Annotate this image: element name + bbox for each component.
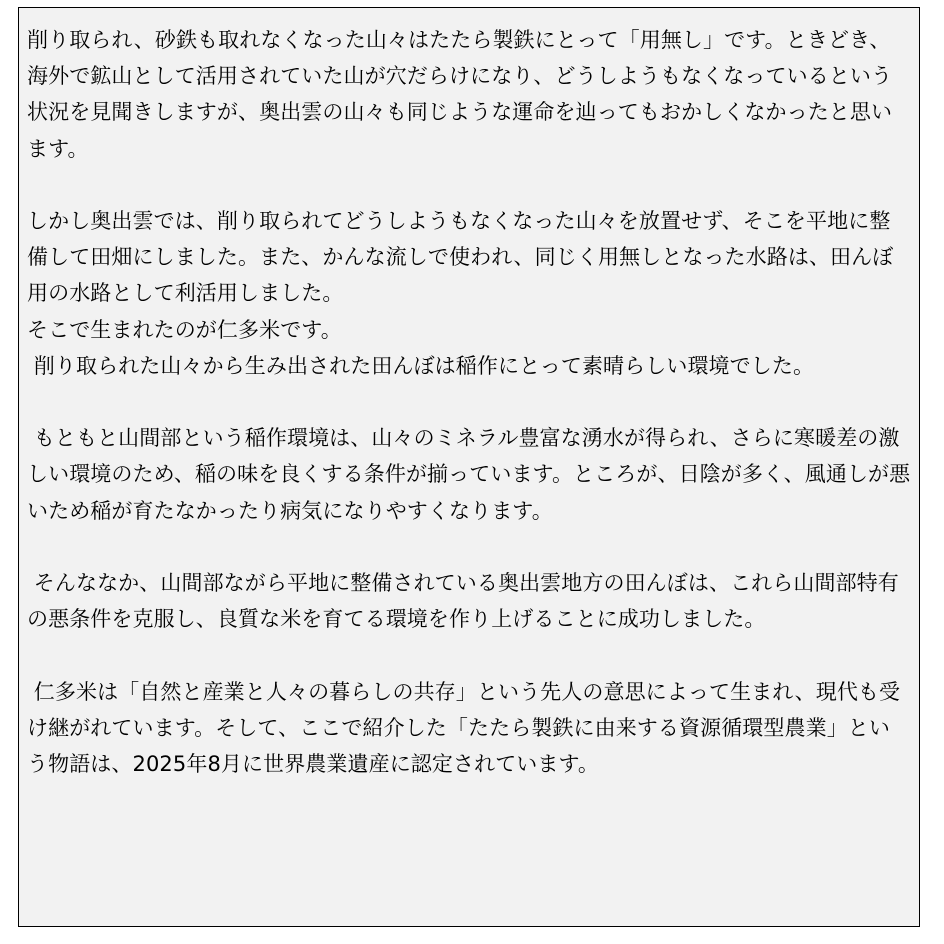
body-text: 削り取られ、砂鉄も取れなくなった山々はたたら製鉄にとって「用無し」です。ときどき、海外で鉱山として活用されていた山が穴だらけになり、どうしようもなくなっているという状況を見聞きしますが、奥出雲の山々も同じような運命を辿ってもおかしくなかったと思います。 しかし奥出雲では、削り取られてどうしようもなくなった山々を放置せず、そこを平地に整備して田畑にしました。また、かんな流しで使われ、同じく用無しとなった水路は、田んぼ用の水路として利活用しました。 そこで生まれたのが仁多米です。 削り取られた山々から生み出された田んぼは稲作にとって素晴らしい環境でした。 もともと山間部という稲作環境は、山々のミネラル豊富な湧水が得られ、さらに寒暖差の激しい環境のため、稲の味を良くする条件が揃っています。ところが、日陰が多く、風通しが悪いため稲が育たなかったり病気になりやすくなります。 そんななか、山間部ながら平地に整備されている奥出雲地方の田んぼは、これら山間部特有の悪条件を克服し、良質な米を育てる環境を作り上げることに成功しました。 仁多米は「自然と産業と人々の暮らしの共存」という先人の意思によって生まれ、現代も受け継がれています。そして、ここで紹介した「たたら製鉄に由来する資源循環型農業」という物語は、2025年8月に世界農業遺産に認定されています。 bbox=[27, 28, 911, 777]
text-panel bbox=[18, 7, 920, 927]
